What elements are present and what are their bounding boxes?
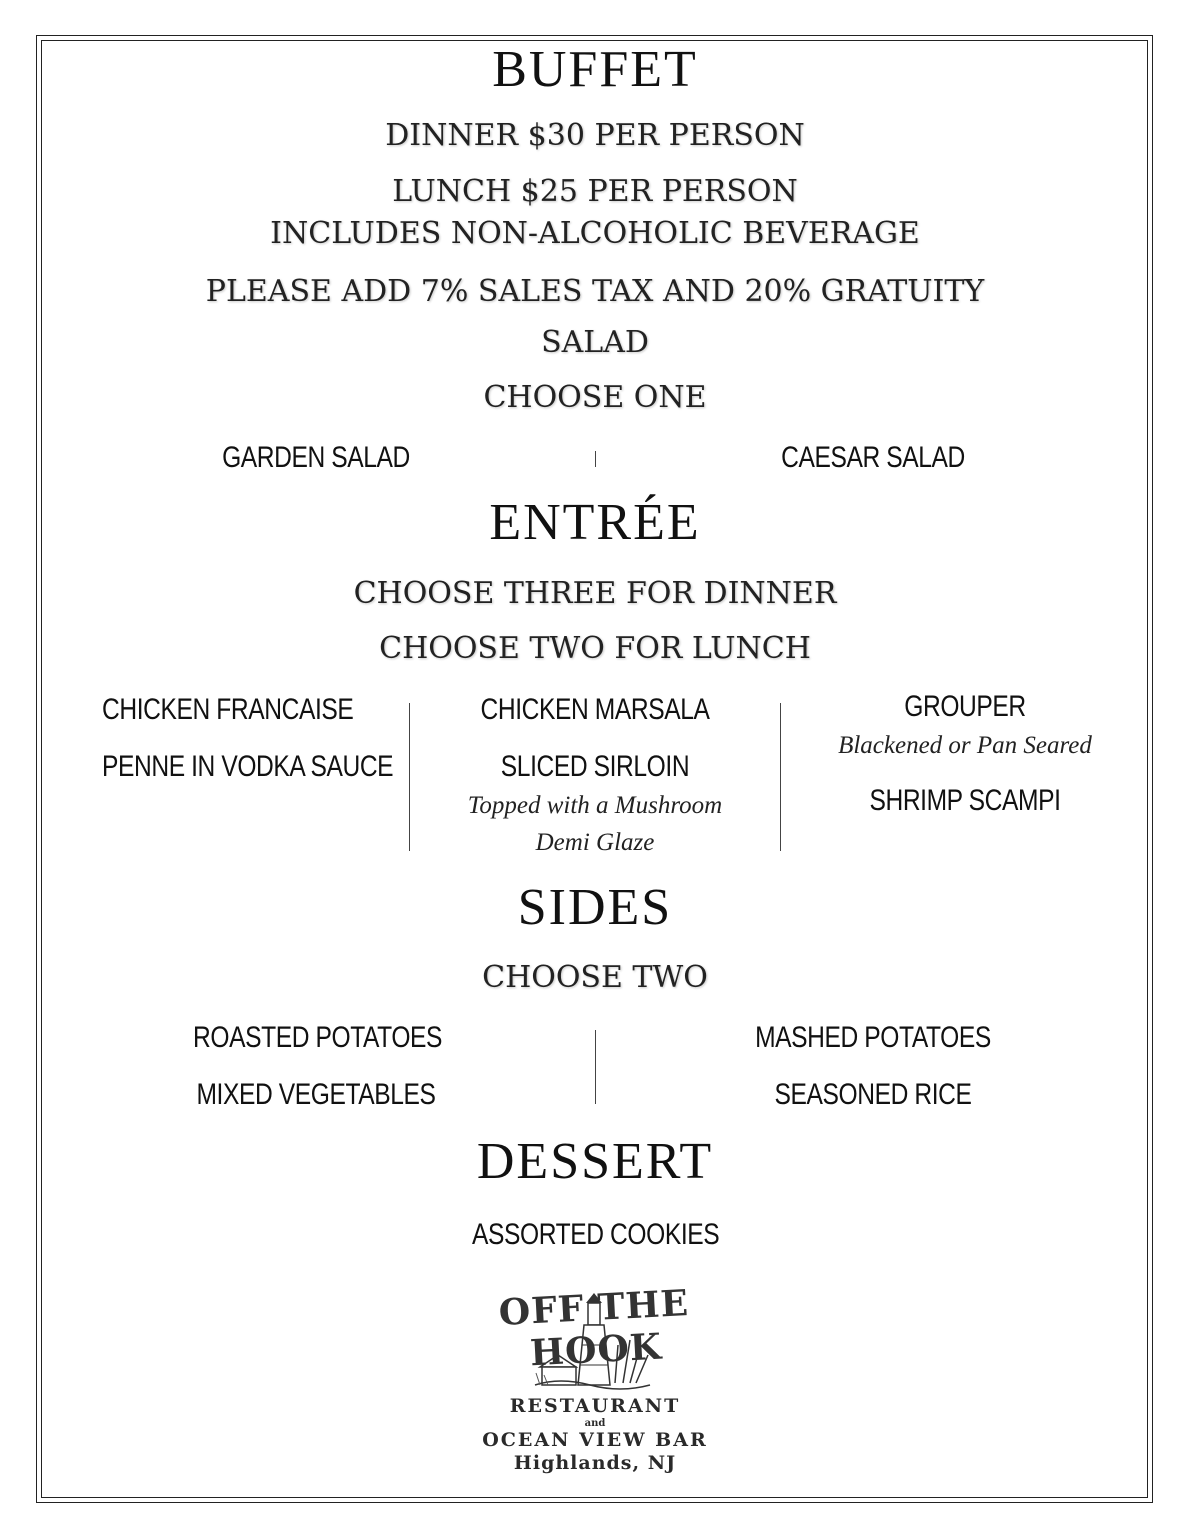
entree-divider-left: [409, 703, 410, 851]
entree-grouper-note: Blackened or Pan Seared: [838, 732, 1092, 759]
entree-instruction-lunch: CHOOSE TWO FOR LUNCH: [379, 631, 811, 666]
tax-gratuity-note: PLEASE ADD 7% SALES TAX AND 20% GRATUITY: [205, 274, 985, 309]
logo-ocean-view-bar: OCEAN VIEW BAR: [482, 1429, 708, 1451]
salad-instruction: CHOOSE ONE: [483, 380, 707, 415]
side-roasted-potatoes: ROASTED POTATOES: [193, 1021, 443, 1054]
entree-shrimp-scampi: SHRIMP SCAMPI: [869, 784, 1061, 817]
lunch-price: LUNCH $25 PER PERSON: [392, 174, 798, 209]
entree-title: ENTRÉE: [489, 494, 701, 551]
side-mixed-vegetables: MIXED VEGETABLES: [196, 1078, 436, 1111]
entree-divider-right: [780, 703, 781, 851]
restaurant-logo: [440, 1282, 750, 1475]
sides-title: SIDES: [517, 879, 673, 936]
entree-chicken-marsala: CHICKEN MARSALA: [480, 693, 710, 726]
logo-name: OFF THE HOOK: [497, 1282, 690, 1375]
salad-item-garden: GARDEN SALAD: [222, 441, 410, 474]
dessert-title: DESSERT: [476, 1133, 714, 1190]
entree-chicken-francaise: CHICKEN FRANCAISE: [102, 693, 354, 726]
logo-restaurant: RESTAURANT: [509, 1395, 681, 1417]
entree-sirloin-note-2: Demi Glaze: [535, 829, 655, 856]
entree-grouper: GROUPER: [904, 690, 1026, 723]
entree-sirloin-note-1: Topped with a Mushroom: [467, 792, 723, 819]
side-mashed-potatoes: MASHED POTATOES: [755, 1021, 991, 1054]
entree-instruction-dinner: CHOOSE THREE FOR DINNER: [353, 576, 837, 611]
logo-location: Highlands, NJ: [513, 1452, 677, 1474]
logo-and: and: [584, 1418, 606, 1429]
sides-instruction: CHOOSE TWO: [482, 960, 708, 995]
includes-beverage: INCLUDES NON-ALCOHOLIC BEVERAGE: [270, 216, 920, 251]
salad-divider: [595, 451, 596, 467]
side-seasoned-rice: SEASONED RICE: [774, 1078, 972, 1111]
dessert-assorted-cookies: ASSORTED COOKIES: [472, 1218, 720, 1251]
salad-item-caesar: CAESAR SALAD: [781, 441, 965, 474]
entree-sliced-sirloin: SLICED SIRLOIN: [500, 750, 690, 783]
sides-divider: [595, 1030, 596, 1104]
buffet-title: BUFFET: [492, 41, 698, 98]
entree-penne-vodka: PENNE IN VODKA SAUCE: [102, 750, 394, 783]
dinner-price: DINNER $30 PER PERSON: [385, 118, 805, 153]
salad-title: SALAD: [541, 325, 649, 360]
